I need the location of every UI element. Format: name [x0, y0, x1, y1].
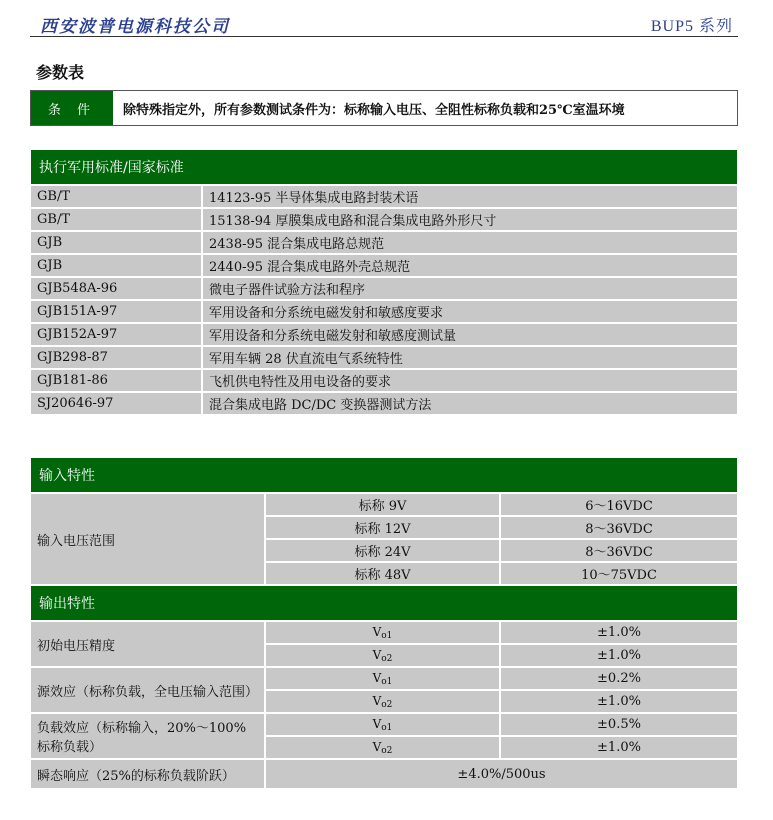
output-value: ±0.2%: [501, 668, 737, 689]
output-symbol: $V_{o2}$: [266, 691, 499, 712]
standard-desc: 15138-94 厚膜集成电路和混合集成电路外形尺寸: [203, 209, 737, 230]
conditions-box: [30, 90, 738, 126]
table-row: [31, 370, 737, 391]
input-nominal: 标称 9V: [266, 494, 499, 515]
standards-title: 执行军用标准/国家标准: [31, 150, 737, 184]
standard-desc: 军用设备和分系统电磁发射和敏感度测试量: [203, 324, 737, 345]
input-range: 8～36VDC: [501, 517, 737, 538]
standard-code: GJB298-87: [31, 347, 201, 368]
standard-desc: 微电子器件试验方法和程序: [203, 278, 737, 299]
specs-table: [29, 456, 739, 790]
table-row: [31, 278, 737, 299]
input-nominal: 标称 24V: [266, 540, 499, 561]
output-param-name: 初始电压精度: [31, 622, 264, 666]
input-range: 8～36VDC: [501, 540, 737, 561]
standard-desc: 14123-95 半导体集成电路封装术语: [203, 186, 737, 207]
standard-desc: 飞机供电特性及用电设备的要求: [203, 370, 737, 391]
standard-desc: 2438-95 混合集成电路总规范: [203, 232, 737, 253]
series-name: BUP5 系列: [650, 18, 733, 35]
output-symbol: $V_{o1}$: [266, 714, 499, 735]
table-row: [31, 714, 737, 735]
output-param-name: 负载效应（标称输入，20%～100%标称负载）: [31, 714, 264, 758]
standard-code: GJB: [31, 255, 201, 276]
table-row: [31, 255, 737, 276]
table-row: [31, 301, 737, 322]
standard-code: GB/T: [31, 209, 201, 230]
section-title: 参数表: [36, 63, 85, 82]
transient-value: ±4.0%/500us: [266, 760, 737, 788]
input-range: 6～16VDC: [501, 494, 737, 515]
output-value: ±1.0%: [501, 622, 737, 643]
standard-desc: 2440-95 混合集成电路外壳总规范: [203, 255, 737, 276]
standard-desc: 混合集成电路 DC/DC 变换器测试方法: [203, 393, 737, 414]
standard-code: GJB548A-96: [31, 278, 201, 299]
table-row: [31, 494, 737, 515]
standard-desc: 军用车辆 28 伏直流电气系统特性: [203, 347, 737, 368]
input-nominal: 标称 12V: [266, 517, 499, 538]
standard-code: GJB: [31, 232, 201, 253]
table-row: [31, 209, 737, 230]
output-value: ±0.5%: [501, 714, 737, 735]
table-row: [31, 186, 737, 207]
standard-code: SJ20646-97: [31, 393, 201, 414]
output-symbol: $V_{o2}$: [266, 737, 499, 758]
standard-code: GB/T: [31, 186, 201, 207]
output-symbol: $V_{o1}$: [266, 668, 499, 689]
table-row: [31, 232, 737, 253]
table-row: [31, 393, 737, 414]
input-title: 输入特性: [31, 458, 737, 492]
table-row: [31, 324, 737, 345]
standard-code: GJB151A-97: [31, 301, 201, 322]
output-value: ±1.0%: [501, 645, 737, 666]
transient-name: 瞬态响应（25%的标称负载阶跃）: [31, 760, 264, 788]
output-value: ±1.0%: [501, 737, 737, 758]
table-row: [31, 622, 737, 643]
input-param-name: 输入电压范围: [31, 494, 264, 584]
conditions-label: 条 件: [31, 91, 113, 125]
input-range: 10～75VDC: [501, 563, 737, 584]
output-title: 输出特性: [31, 586, 737, 620]
conditions-text: 除特殊指定外，所有参数测试条件为：标称输入电压、全阻性标称负载和25℃室温环境: [123, 102, 625, 118]
company-name: 西安波普电源科技公司: [40, 17, 230, 37]
output-param-name: 源效应（标称负载，全电压输入范围）: [31, 668, 264, 712]
table-row: [31, 668, 737, 689]
output-value: ±1.0%: [501, 691, 737, 712]
table-row: [31, 347, 737, 368]
standard-desc: 军用设备和分系统电磁发射和敏感度要求: [203, 301, 737, 322]
output-symbol: $V_{o2}$: [266, 645, 499, 666]
input-nominal: 标称 48V: [266, 563, 499, 584]
table-row: [31, 760, 737, 788]
standards-table: [29, 148, 739, 416]
standard-code: GJB181-86: [31, 370, 201, 391]
output-symbol: $V_{o1}$: [266, 622, 499, 643]
standard-code: GJB152A-97: [31, 324, 201, 345]
header-rule: [30, 36, 738, 37]
